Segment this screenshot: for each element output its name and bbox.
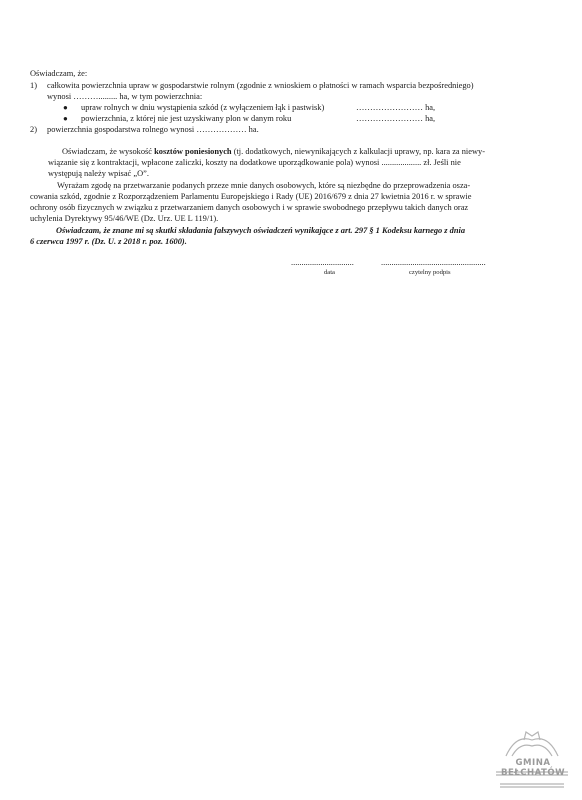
item-2-number: 2): [30, 125, 37, 134]
costs-line-2: wiązanie się z kontraktacji, wpłacone zaliczki, koszty na dodatkowe uporządkowanie pola) wynosi ................... zł. Jeśli nie: [48, 158, 461, 167]
bullet-dot-icon: ●: [63, 103, 68, 112]
declaration-heading: Oświadczam, że:: [30, 69, 88, 78]
bullet-a-text: upraw rolnych w dniu wystąpienia szkód (z wyłączeniem łąk i pastwisk): [81, 103, 325, 112]
item-1-number: 1): [30, 81, 37, 90]
consent-line-4: uchylenia Dyrektywy 95/46/WE (Dz. Urz. UE L 119/1).: [30, 214, 219, 223]
signature-label: czytelny podpis: [409, 269, 451, 276]
date-dotted-line: ..............................: [291, 258, 354, 267]
date-label: data: [324, 269, 335, 276]
watermark-text: GMINA BEŁCHATÓW: [500, 758, 566, 778]
penalty-line-2: 6 czerwca 1997 r. (Dz. U. z 2018 r. poz. 1600).: [30, 237, 187, 246]
penalty-line-1: Oświadczam, że znane mi są skutki składania fałszywych oświadczeń wynikające z art. 297 § 1 Kodeksu karnego z dnia: [56, 226, 466, 235]
bullet-b-text: powierzchnia, z której nie jest uzyskiwany plon w danym roku: [81, 114, 292, 123]
signature-dotted-line: ..................................................: [381, 258, 486, 267]
bullet-dot-icon: ●: [63, 114, 68, 123]
consent-line-2: cowania szkód, zgodnie z Rozporządzeniem Parlamentu Europejskiego i Rady (UE) 2016/679 z dnia 27 kwietnia 2016 r. w sprawie: [30, 192, 472, 201]
costs-line-3: występują należy wpisać „O”.: [48, 169, 149, 178]
item-1-text: całkowita powierzchnia upraw w gospodarstwie rolnym (zgodnie z wnioskiem o płatności w ramach wsparcia bezpośredniego): [47, 81, 474, 90]
consent-line-1: Wyrażam zgodę na przetwarzanie podanych przeze mnie danych osobowych, które są niezbędne do przeprowadzenia osza-: [57, 181, 471, 190]
item-2-text: powierzchnia gospodarstwa rolnego wynosi ……………… ha.: [47, 125, 259, 134]
item-1-continuation: wynosi ………......... ha, w tym powierzchnia:: [47, 92, 203, 101]
costs-line-1: Oświadczam, że wysokość kosztów poniesionych (tj. dodatkowych, niewynikających z kalkulacji uprawy, np. kara za niewy-: [62, 147, 485, 156]
bullet-a-value: …………………… ha,: [356, 103, 436, 112]
bullet-b-value: …………………… ha,: [356, 114, 436, 123]
consent-line-3: ochrony osób fizycznych w związku z przetwarzaniem danych osobowych i w sprawie swobodnego przepływu takich danych oraz: [30, 203, 469, 212]
